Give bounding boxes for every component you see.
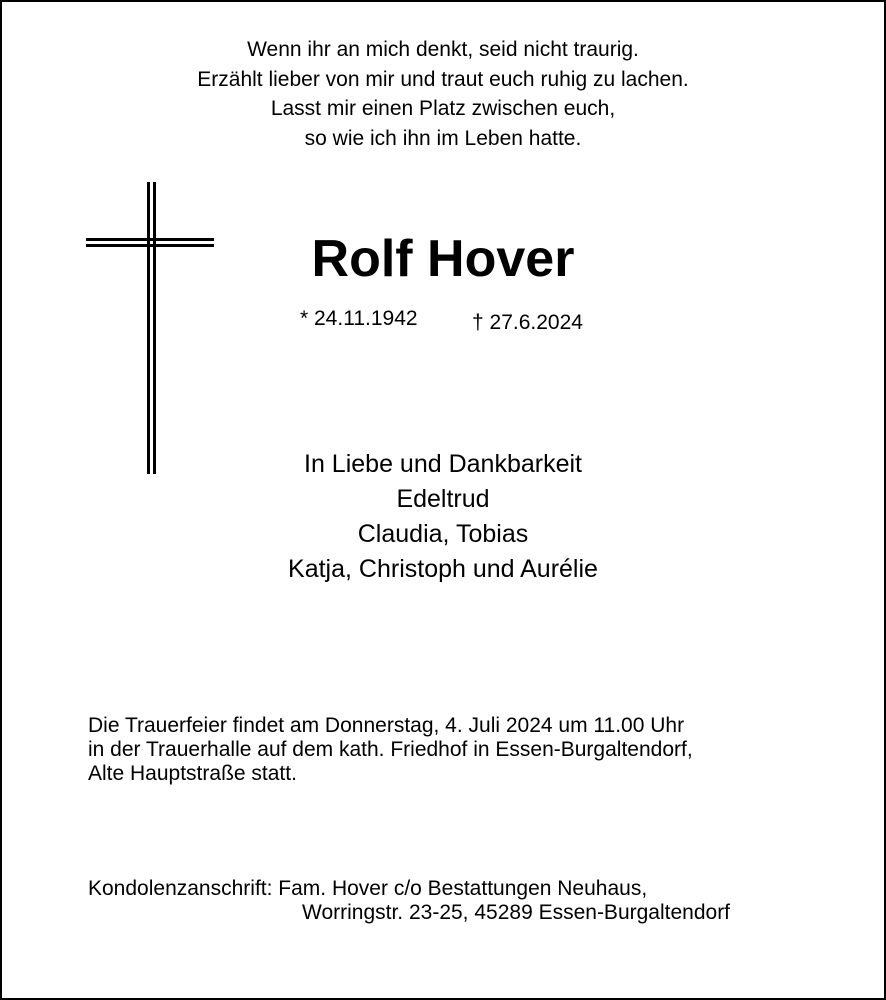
deceased-name: Rolf Hover [311,230,575,288]
condolence-label: Kondolenzanschrift: [88,877,273,900]
poem-line: so wie ich ihn im Leben hatte. [304,126,582,150]
mourners-line: In Liebe und Dankbarkeit [304,450,582,478]
poem-line: Lasst mir einen Platz zwischen euch, [270,97,616,120]
mourners-list [2,447,884,587]
condolence-line-2: Worringstr. 23-25, 45289 Essen-Burgaltendorf [302,901,731,924]
death-date: † 27.6.2024 [472,311,583,334]
birth-date: * 24.11.1942 [300,307,418,330]
memorial-poem [2,35,884,153]
service-line: Die Trauerfeier findet am Donnerstag, 4. Juli 2024 um 11.00 Uhr [88,714,685,737]
condolence-row [88,877,730,901]
mourners-line: Edeltrud [396,485,490,513]
condolence-address [88,877,730,925]
service-line: Alte Hauptstraße statt. [88,762,297,785]
cross-icon [84,182,216,476]
service-line: in der Trauerhalle auf dem kath. Friedhof in Essen-Burgaltendorf, [88,738,693,761]
poem-line: Wenn ihr an mich denkt, seid nicht traurig. [247,38,639,61]
condolence-line-1: Fam. Hover c/o Bestattungen Neuhaus, [278,877,648,900]
mourners-line: Claudia, Tobias [357,520,529,548]
mourners-line: Katja, Christoph und Aurélie [288,555,598,583]
poem-line: Erzählt lieber von mir und traut euch ruhig zu lachen. [197,67,689,91]
funeral-service-info [88,714,693,786]
